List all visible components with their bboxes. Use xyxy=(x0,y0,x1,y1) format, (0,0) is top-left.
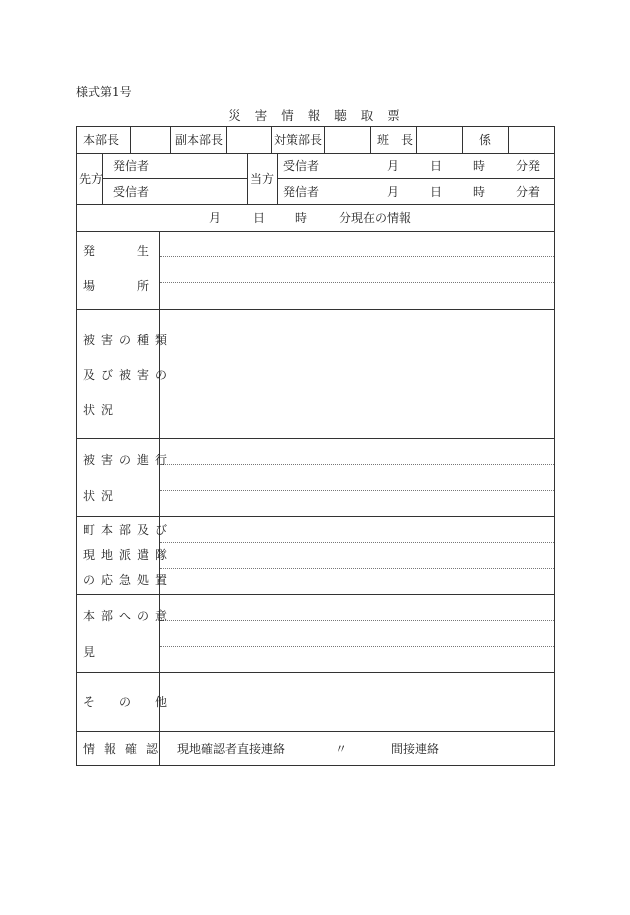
label-fuku-honbucho: 副本部長 xyxy=(175,133,224,147)
damage-field[interactable] xyxy=(160,310,554,437)
label-damage-3: 状況 xyxy=(83,403,120,417)
label-location-2: 場 所 xyxy=(83,279,156,293)
current-month: 月 xyxy=(209,211,222,225)
other-field[interactable] xyxy=(160,673,554,730)
arrived-day: 日 xyxy=(430,185,443,199)
title-char: 害 xyxy=(254,108,272,123)
arrived-month: 月 xyxy=(387,185,400,199)
label-kakari: 係 xyxy=(479,133,492,147)
sent-minute: 分発 xyxy=(516,159,541,173)
confirm-indirect[interactable]: 間接連絡 xyxy=(391,742,440,756)
label-taisaku-bucho: 対策部長 xyxy=(274,133,323,147)
title-char: 情 xyxy=(281,108,298,123)
current-info-label: 分現在の情報 xyxy=(339,211,412,225)
taisaku-bucho-stamp-field[interactable] xyxy=(325,128,369,152)
confirm-direct[interactable]: 現地確認者直接連絡 xyxy=(177,742,286,756)
label-confirmation: 情報確認 xyxy=(83,742,168,756)
title-char: 票 xyxy=(387,108,404,123)
kakari-stamp-field[interactable] xyxy=(509,128,554,152)
label-senpo-sender: 発信者 xyxy=(113,159,150,173)
arrived-minute: 分着 xyxy=(516,185,541,199)
label-toho-sender: 発信者 xyxy=(283,185,320,199)
hancho-stamp-field[interactable] xyxy=(417,128,461,152)
label-response-3: の応急処置 xyxy=(83,573,174,587)
opinion-field[interactable] xyxy=(160,595,554,671)
label-senpo: 先方 xyxy=(79,172,104,186)
label-progress-1: 被害の進行 xyxy=(83,453,174,467)
title-char: 報 xyxy=(307,108,325,123)
label-other: そ の 他 xyxy=(83,695,174,709)
label-toho: 当方 xyxy=(250,172,275,186)
label-response-2: 現地派遣隊 xyxy=(83,548,174,562)
label-damage-2: 及び被害の xyxy=(83,368,174,382)
label-location-1: 発 生 xyxy=(83,244,156,258)
sent-month: 月 xyxy=(387,159,400,173)
sent-day: 日 xyxy=(430,159,443,173)
form-number: 様式第1号 xyxy=(76,85,132,99)
senpo-receiver-field[interactable] xyxy=(157,179,246,203)
label-hancho: 班 長 xyxy=(377,133,414,147)
sent-hour: 時 xyxy=(473,159,486,173)
label-progress-2: 状況 xyxy=(83,489,120,503)
location-field[interactable] xyxy=(160,232,554,308)
report-form-table xyxy=(76,126,555,766)
progress-field[interactable] xyxy=(160,439,554,515)
label-opinion-1: 本部への意 xyxy=(83,609,174,623)
confirm-ditto: 〃 xyxy=(335,742,348,756)
label-senpo-receiver: 受信者 xyxy=(113,185,150,199)
arrived-hour: 時 xyxy=(473,185,486,199)
toho-sender-field[interactable] xyxy=(323,179,383,203)
fuku-honbucho-stamp-field[interactable] xyxy=(227,128,270,152)
label-opinion-2: 見 xyxy=(83,645,102,659)
current-hour: 時 xyxy=(295,211,308,225)
label-damage-1: 被害の種類 xyxy=(83,333,174,347)
toho-receiver-field[interactable] xyxy=(323,154,383,177)
form-title xyxy=(76,106,556,124)
label-toho-receiver: 受信者 xyxy=(283,159,320,173)
label-honbucho: 本部長 xyxy=(83,133,120,147)
title-char: 取 xyxy=(360,108,378,123)
current-day: 日 xyxy=(253,211,266,225)
title-char: 聴 xyxy=(334,108,351,123)
honbucho-stamp-field[interactable] xyxy=(131,128,169,152)
response-field[interactable] xyxy=(160,517,554,593)
title-char: 災 xyxy=(228,108,245,123)
label-response-1: 町本部及び xyxy=(83,523,174,537)
senpo-sender-field[interactable] xyxy=(157,154,246,177)
